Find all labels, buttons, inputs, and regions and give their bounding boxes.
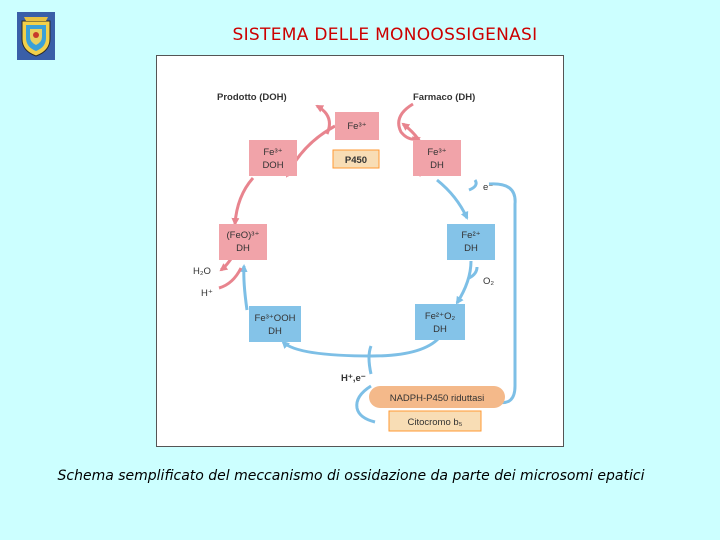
fe2-substrate-line1: Fe²⁺ (461, 230, 481, 241)
fe3-substrate-line1: Fe³⁺ (427, 147, 447, 158)
fe3-product-line2: DOH (262, 160, 284, 171)
page-title: SISTEMA DELLE MONOOSSIGENASI (232, 25, 538, 45)
product-label: Prodotto (DOH) (217, 92, 287, 103)
fe3-substrate-line2: DH (430, 160, 444, 171)
oxygen-label: O₂ (483, 276, 495, 287)
feo-complex-line1: (FeO)³⁺ (226, 230, 260, 241)
fe2-oxy-line1: Fe²⁺O₂ (424, 311, 456, 322)
nadph-reductase-label: NADPH-P450 riduttasi (389, 393, 485, 404)
proton-electron-label: H⁺,e⁻ (341, 373, 366, 384)
fe3-peroxo-line1: Fe³⁺OOH (254, 313, 296, 324)
monooxygenase-cycle-diagram (156, 55, 564, 447)
electron-label-top: e⁻ (483, 182, 494, 193)
fe3-peroxo-line2: DH (268, 326, 282, 337)
p450-label: P450 (344, 155, 368, 166)
fe2-oxy-line2: DH (433, 324, 447, 335)
cytochrome-b5-label: Citocromo b₅ (407, 417, 463, 428)
fe3-product-line1: Fe³⁺ (263, 147, 283, 158)
fe3-resting-text: Fe³⁺ (347, 121, 367, 132)
water-label: H₂O (193, 266, 211, 277)
proton-label: H⁺ (201, 288, 213, 299)
drug-label: Farmaco (DH) (413, 92, 476, 103)
fe2-substrate-line2: DH (464, 243, 478, 254)
feo-complex-line2: DH (236, 243, 250, 254)
figure-caption: Schema semplificato del meccanismo di ossidazione da parte dei microsomi epatici (57, 468, 645, 484)
